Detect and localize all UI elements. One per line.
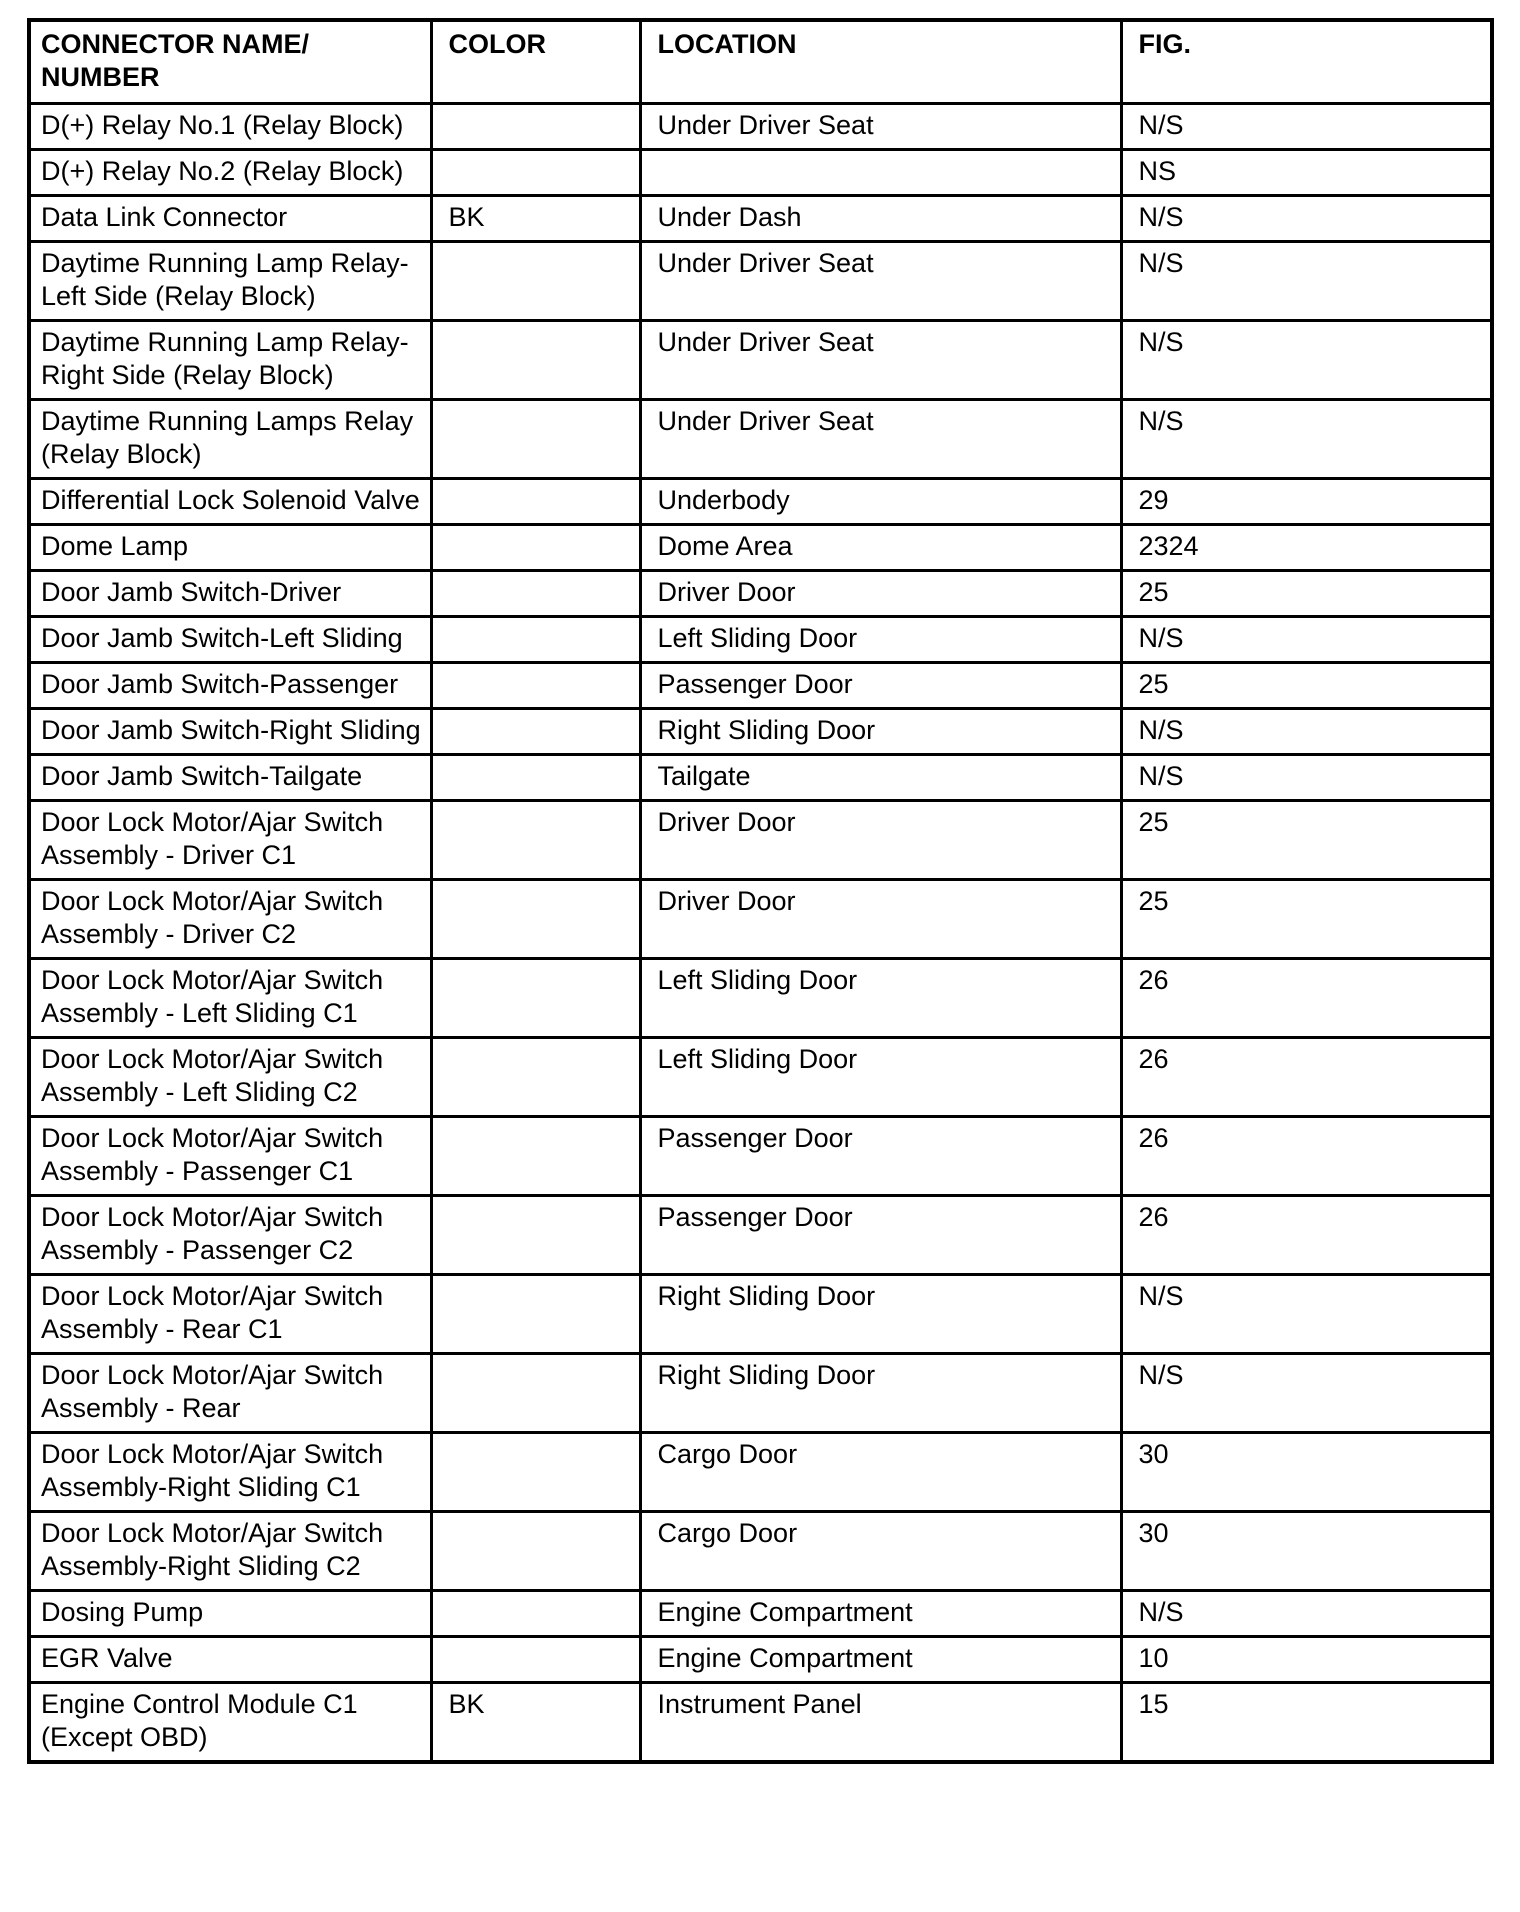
fig-cell: N/S	[1121, 400, 1492, 479]
location-cell: Dome Area	[640, 525, 1121, 571]
color-cell	[431, 1637, 640, 1683]
location-cell: Tailgate	[640, 755, 1121, 801]
connector-name-cell: Door Jamb Switch-Left Sliding	[29, 617, 431, 663]
table-row	[29, 525, 1492, 571]
table-row	[29, 104, 1492, 150]
location-cell: Underbody	[640, 479, 1121, 525]
location-cell: Under Driver Seat	[640, 104, 1121, 150]
connector-name-cell: Door Lock Motor/Ajar Switch Assembly - Rear	[29, 1354, 431, 1433]
fig-cell: N/S	[1121, 1275, 1492, 1354]
fig-cell: N/S	[1121, 104, 1492, 150]
fig-cell: 30	[1121, 1433, 1492, 1512]
fig-cell: N/S	[1121, 1591, 1492, 1637]
connector-name-cell: Door Jamb Switch-Tailgate	[29, 755, 431, 801]
color-cell	[431, 1512, 640, 1591]
fig-cell: 26	[1121, 959, 1492, 1038]
connector-name-cell: Door Jamb Switch-Right Sliding	[29, 709, 431, 755]
location-cell: Instrument Panel	[640, 1683, 1121, 1763]
location-cell: Right Sliding Door	[640, 709, 1121, 755]
connector-name-cell: Door Lock Motor/Ajar Switch Assembly-Right Sliding C2	[29, 1512, 431, 1591]
table-row	[29, 663, 1492, 709]
location-cell: Under Dash	[640, 196, 1121, 242]
table-body	[29, 104, 1492, 1763]
color-cell	[431, 321, 640, 400]
connector-name-cell: Daytime Running Lamp Relay-Left Side (Relay Block)	[29, 242, 431, 321]
fig-cell: 25	[1121, 880, 1492, 959]
table-row	[29, 1196, 1492, 1275]
connector-name-cell: Door Lock Motor/Ajar Switch Assembly - Passenger C1	[29, 1117, 431, 1196]
connector-name-cell: Daytime Running Lamps Relay (Relay Block)	[29, 400, 431, 479]
fig-cell: 15	[1121, 1683, 1492, 1763]
color-cell	[431, 479, 640, 525]
table-row	[29, 571, 1492, 617]
location-cell	[640, 150, 1121, 196]
table-row	[29, 1117, 1492, 1196]
table-row	[29, 1512, 1492, 1591]
color-cell	[431, 1433, 640, 1512]
connector-name-cell: Door Lock Motor/Ajar Switch Assembly-Right Sliding C1	[29, 1433, 431, 1512]
connector-name-cell: Data Link Connector	[29, 196, 431, 242]
location-cell: Engine Compartment	[640, 1591, 1121, 1637]
fig-cell: 26	[1121, 1038, 1492, 1117]
fig-cell: 25	[1121, 571, 1492, 617]
connector-name-cell: Dosing Pump	[29, 1591, 431, 1637]
fig-cell: 29	[1121, 479, 1492, 525]
header-color: COLOR	[431, 20, 640, 104]
color-cell	[431, 571, 640, 617]
location-cell: Under Driver Seat	[640, 242, 1121, 321]
location-cell: Cargo Door	[640, 1512, 1121, 1591]
fig-cell: 2324	[1121, 525, 1492, 571]
location-cell: Driver Door	[640, 571, 1121, 617]
location-cell: Driver Door	[640, 801, 1121, 880]
fig-cell: N/S	[1121, 755, 1492, 801]
fig-cell: 30	[1121, 1512, 1492, 1591]
table-row	[29, 479, 1492, 525]
connector-name-cell: D(+) Relay No.1 (Relay Block)	[29, 104, 431, 150]
table-row	[29, 1591, 1492, 1637]
location-cell: Under Driver Seat	[640, 400, 1121, 479]
table-row	[29, 1275, 1492, 1354]
location-cell: Cargo Door	[640, 1433, 1121, 1512]
fig-cell: N/S	[1121, 321, 1492, 400]
color-cell	[431, 1591, 640, 1637]
color-cell	[431, 400, 640, 479]
connector-name-cell: Door Lock Motor/Ajar Switch Assembly - Passenger C2	[29, 1196, 431, 1275]
color-cell	[431, 617, 640, 663]
table-row	[29, 1038, 1492, 1117]
location-cell: Right Sliding Door	[640, 1275, 1121, 1354]
table-row	[29, 959, 1492, 1038]
connector-name-cell: Door Lock Motor/Ajar Switch Assembly - Driver C2	[29, 880, 431, 959]
connector-name-cell: Door Lock Motor/Ajar Switch Assembly - Left Sliding C1	[29, 959, 431, 1038]
table-row	[29, 617, 1492, 663]
fig-cell: N/S	[1121, 242, 1492, 321]
table-row	[29, 400, 1492, 479]
color-cell	[431, 801, 640, 880]
color-cell: BK	[431, 1683, 640, 1763]
connector-name-cell: Door Jamb Switch-Passenger	[29, 663, 431, 709]
fig-cell: 25	[1121, 663, 1492, 709]
table-row	[29, 150, 1492, 196]
fig-cell: N/S	[1121, 196, 1492, 242]
color-cell	[431, 880, 640, 959]
table-row	[29, 1683, 1492, 1763]
color-cell	[431, 242, 640, 321]
color-cell	[431, 1117, 640, 1196]
color-cell	[431, 755, 640, 801]
connector-name-cell: Engine Control Module C1 (Except OBD)	[29, 1683, 431, 1763]
location-cell: Driver Door	[640, 880, 1121, 959]
header-connector-name: CONNECTOR NAME/ NUMBER	[29, 20, 431, 104]
color-cell	[431, 1275, 640, 1354]
location-cell: Left Sliding Door	[640, 959, 1121, 1038]
color-cell	[431, 663, 640, 709]
location-cell: Right Sliding Door	[640, 1354, 1121, 1433]
location-cell: Left Sliding Door	[640, 1038, 1121, 1117]
table-row	[29, 801, 1492, 880]
color-cell	[431, 959, 640, 1038]
header-row	[29, 20, 1492, 104]
connector-name-cell: D(+) Relay No.2 (Relay Block)	[29, 150, 431, 196]
connector-table	[27, 18, 1494, 1764]
fig-cell: 25	[1121, 801, 1492, 880]
fig-cell: 26	[1121, 1117, 1492, 1196]
location-cell: Engine Compartment	[640, 1637, 1121, 1683]
table-row	[29, 242, 1492, 321]
table-row	[29, 196, 1492, 242]
connector-name-cell: Door Lock Motor/Ajar Switch Assembly - Left Sliding C2	[29, 1038, 431, 1117]
table-row	[29, 880, 1492, 959]
table-row	[29, 1637, 1492, 1683]
connector-name-cell: EGR Valve	[29, 1637, 431, 1683]
connector-name-cell: Door Lock Motor/Ajar Switch Assembly - Driver C1	[29, 801, 431, 880]
table-header	[29, 20, 1492, 104]
fig-cell: N/S	[1121, 709, 1492, 755]
color-cell	[431, 709, 640, 755]
fig-cell: 10	[1121, 1637, 1492, 1683]
connector-name-cell: Daytime Running Lamp Relay-Right Side (Relay Block)	[29, 321, 431, 400]
connector-name-cell: Dome Lamp	[29, 525, 431, 571]
fig-cell: NS	[1121, 150, 1492, 196]
location-cell: Passenger Door	[640, 663, 1121, 709]
color-cell	[431, 1354, 640, 1433]
table-row	[29, 1433, 1492, 1512]
color-cell	[431, 104, 640, 150]
header-location: LOCATION	[640, 20, 1121, 104]
color-cell	[431, 1196, 640, 1275]
color-cell	[431, 525, 640, 571]
fig-cell: 26	[1121, 1196, 1492, 1275]
location-cell: Passenger Door	[640, 1117, 1121, 1196]
header-fig: FIG.	[1121, 20, 1492, 104]
location-cell: Passenger Door	[640, 1196, 1121, 1275]
location-cell: Under Driver Seat	[640, 321, 1121, 400]
color-cell	[431, 150, 640, 196]
connector-name-cell: Differential Lock Solenoid Valve	[29, 479, 431, 525]
location-cell: Left Sliding Door	[640, 617, 1121, 663]
fig-cell: N/S	[1121, 617, 1492, 663]
fig-cell: N/S	[1121, 1354, 1492, 1433]
table-row	[29, 1354, 1492, 1433]
table-row	[29, 755, 1492, 801]
table-row	[29, 709, 1492, 755]
color-cell: BK	[431, 196, 640, 242]
color-cell	[431, 1038, 640, 1117]
connector-name-cell: Door Lock Motor/Ajar Switch Assembly - Rear C1	[29, 1275, 431, 1354]
connector-name-cell: Door Jamb Switch-Driver	[29, 571, 431, 617]
table-row	[29, 321, 1492, 400]
